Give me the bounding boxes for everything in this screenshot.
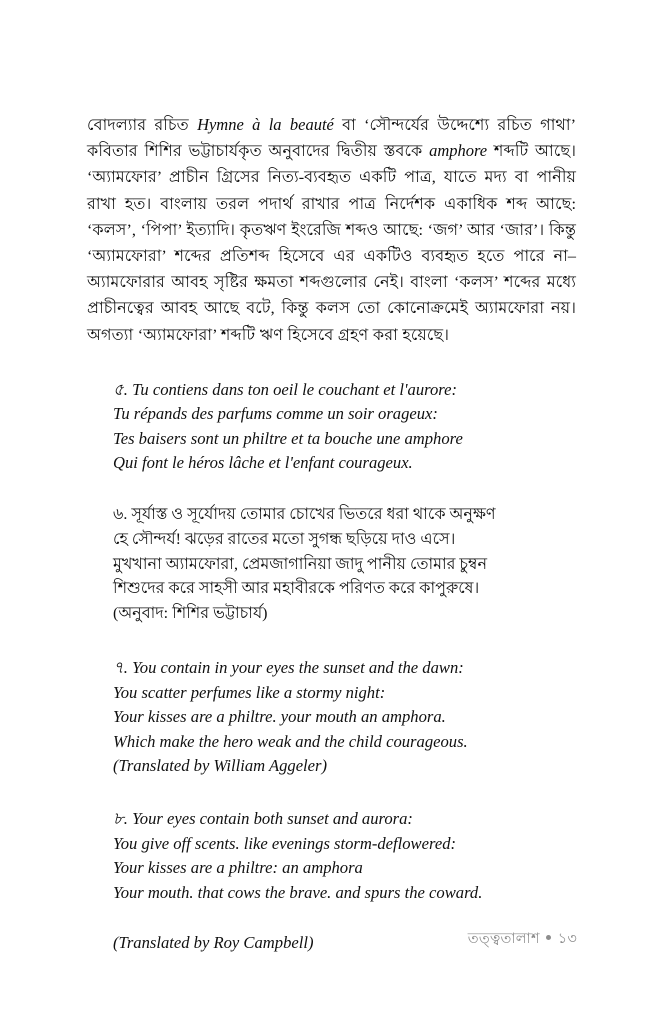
inline-italic-title: amphore: [429, 141, 488, 161]
verse-line: Your kisses are a philtre: an amphora: [113, 858, 363, 878]
verse-line: শিশুদের করে সাহসী আর মহাবীরকে পরিণত করে কাপুরুষে।: [113, 580, 480, 598]
translator-credit-aggeler: (Translated by William Aggeler): [113, 756, 328, 776]
bengali-prose-paragraph: বোদল্যার রচিত Hymne à la beauté বা ‘সৌন্দর্যের উদ্দেশ্যে রচিত গাথা’ কবিতার শিশির ভট্টাচার্যকৃত অনুবাদের দ্বিতীয় স্তবকে amphore শব্দটি আছে। ‘অ্যামফোর’ প্রাচীন গ্রিসের নিত্য-ব্যবহৃত একটি পাত্র, যাতে মদ্য বা পানীয় রাখা হত। বাংলায় তরল পদার্থ রাখার পাত্র নির্দেশক একাধিক শব্দ আছে: ‘কলস’, ‘পিপা’ ইত্যাদি। কৃতঋণ ইংরেজি শব্দও আছে: ‘জগ’ আর ‘জার’। কিন্তু ‘অ্যামফোরা’ শব্দের প্রতিশব্দ হিসেবে এর একটিও ব্যবহৃত হতে পারে না–অ্যামফোরার আবহ সৃষ্টির ক্ষমতা শব্দগুলোর নেই। বাংলা ‘কলস’ শব্দের মধ্যে প্রাচীনত্বের আবহ আছে বটে, কিন্তু কলস তো কোনোক্রমেই অ্যামফোরা নয়। অগত্যা ‘অ্যামফোরা’ শব্দটি ঋণ হিসেবে গ্রহণ করা হয়েছে।: [87, 115, 577, 344]
verse-line: ৬. সূর্যাস্ত ও সূর্যোদয় তোমার চোখের ভিতরে ধরা থাকে অনুক্ষণ: [113, 506, 496, 524]
verse-line: হে সৌন্দর্য! ঝড়ের রাতের মতো সুগন্ধ ছড়িয়ে দাও এসে।: [113, 531, 456, 549]
stanza-7-english: [113, 656, 576, 778]
inline-italic-title: Hymne à la beauté: [197, 115, 334, 134]
footer-book-title: তত্ত্বতালাশ: [467, 931, 540, 947]
verse-line: You scatter perfumes like a stormy night:: [113, 682, 386, 702]
verse-line: ৭. You contain in your eyes the sunset and the dawn:: [113, 658, 464, 678]
footer-separator-dot-icon: [546, 935, 551, 940]
verse-line: ৮. Your eyes contain both sunset and aurora:: [113, 809, 413, 829]
verse-line: Which make the hero weak and the child courageous.: [113, 731, 468, 751]
verse-line: Your mouth. that cows the brave. and spurs the coward.: [113, 882, 483, 902]
verse-line: Tu répands des parfums comme un soir orageux:: [113, 404, 438, 424]
stanza-6-bengali: [113, 503, 576, 626]
page-content: [87, 112, 576, 955]
verse-line: Tes baisers sont un philtre et ta bouche une amphore: [113, 428, 463, 448]
verse-line: Qui font le héros lâche et l'enfant courageux.: [113, 453, 413, 473]
translator-credit-bengali: (অনুবাদ: শিশির ভট্টাচার্য): [113, 604, 268, 622]
verse-line: ৫. Tu contiens dans ton oeil le couchant et l'aurore:: [113, 379, 457, 399]
verse-line: মুখখানা অ্যামফোরা, প্রেমজাগানিয়া জাদু পানীয় তোমার চুম্বন: [113, 555, 488, 573]
stanza-5-french: [113, 378, 576, 476]
verse-line: You give off scents. like evenings storm-deflowered:: [113, 833, 457, 853]
page-footer: [0, 929, 663, 949]
stanza-8-english: [113, 807, 576, 905]
translator-credit-campbell: (Translated by Roy Campbell): [113, 933, 314, 953]
footer-page-number: ১৩: [557, 931, 577, 947]
verse-line: Your kisses are a philtre. your mouth an amphora.: [113, 707, 446, 727]
